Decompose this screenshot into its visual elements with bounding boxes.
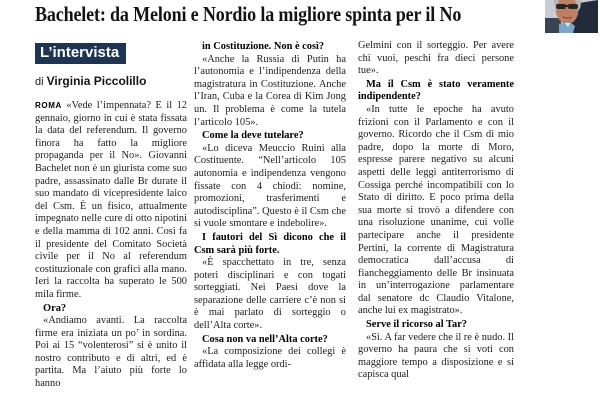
article-column-2 — [194, 40, 346, 400]
byline-prefix: di — [35, 76, 44, 88]
article-paragraph: «Andiamo avanti. La raccolta firme era iniziata un po’ in sordina. Poi ai 15 “volenterosi” si è unito il nostro contributo e di altri, ed è partita. Ma l’aiuto più forte lo hanno — [35, 315, 187, 390]
section-badge — [35, 43, 126, 64]
interview-question: Come la deve tutelare? — [202, 130, 304, 142]
interview-question: Serve il ricorso al Tar? — [366, 319, 468, 331]
headline: Bachelet: da Meloni e Nordio la migliore spinta per il No — [35, 2, 462, 26]
interview-question: I fautori del Sì dicono che il Csm sarà più forte. — [194, 231, 346, 256]
interview-question: Ma il Csm è stato veramente indipendente? — [358, 78, 514, 103]
interview-question: in Costituzione. Non è così? — [202, 41, 325, 52]
section-badge-label: L’intervista — [40, 44, 120, 61]
article-paragraph: «Lo diceva Meuccio Ruini alla Costituente. “Nell’articolo 105 autonomia e indipendenza vengono fissate con 4 chiodi: nomine, promozioni, trasferimenti e autodisciplina”. Questo è il Csm che si vuole smontare e indebolire». — [194, 142, 346, 230]
article-paragraph: «È spacchettato in tre, senza poteri disciplinari e con togati sorteggiati. Nei Paesi dove la separazione delle carriere c’è non si è mai parlato di sorteggio o dell’Alta corte». — [194, 257, 346, 332]
interview-question: Cosa non va nell’Alta corte? — [202, 333, 328, 345]
article-paragraph: «Anche la Russia di Putin ha l’autonomia e l’indipendenza della magistratura in Costituzione. Anche l’Iran, Cuba e la Corea di Kim Jong un. Il problema è come la tutela l’articolo 105». — [194, 53, 346, 128]
dateline: ROMA — [35, 101, 62, 110]
byline — [35, 74, 146, 88]
article-paragraph: «La composizione dei collegi è affidata alla legge ordi- — [194, 346, 346, 370]
byline-author: Virginia Piccolillo — [46, 74, 147, 88]
interview-question: Ora? — [43, 302, 67, 314]
article-paragraph: «Sì. A far vedere che il re è nudo. Il governo ha paura che si voti con maggiore tempo a disposizione e si capisca qual — [358, 331, 514, 381]
article-paragraph: Gelmini con il sorteggio. Per avere chi vuoi, peschi fra dieci persone tue». — [358, 40, 514, 77]
interviewee-portrait-photo — [545, 0, 598, 33]
article-paragraph: «In tutte le epoche ha avuto frizioni con il Parlamento e con il governo. Ricordo che il Csm di mio padre, dopo la morte di Moro, espresse parere negativo su alcuni aspetti delle leggi antiterrorismo di Cossiga perché incompatibili con lo Stato di diritto. E poco prima della sua morte si trovò a difendere con una risoluzione unanime, cui volle partecipare anche il presidente Pertini, la corrente di Magistratura democratica dall’accusa di fiancheggiamento delle Br insinuata in un’interrogazione parlamentare dal senatore dc Claudio Vitalone, anche lui ex magistrato». — [358, 103, 514, 317]
article-column-1 — [35, 100, 187, 400]
article-paragraph: ROMA «Vede l’impennata? È il 12 gennaio, giorno in cui è stata fissata la data del referendum. Il governo finora ha fatto la migliore propaganda per il No». Giovanni Bachelet non è un giurista come suo padre, assassinato dalle Br durate il suo mandato di vicepresidente laico del Csm. È un fisico, attualmente impegnato nelle cure di otto nipotini e della mamma di 102 anni. Così fa il presidente del Comitato Società civile per il No al referendum costituzionale con grafici alla mano. Ieri la raccolta ha superato le 500 mila firme. — [35, 100, 187, 300]
portrait-illustration — [545, 0, 598, 33]
article-column-3 — [358, 40, 514, 400]
